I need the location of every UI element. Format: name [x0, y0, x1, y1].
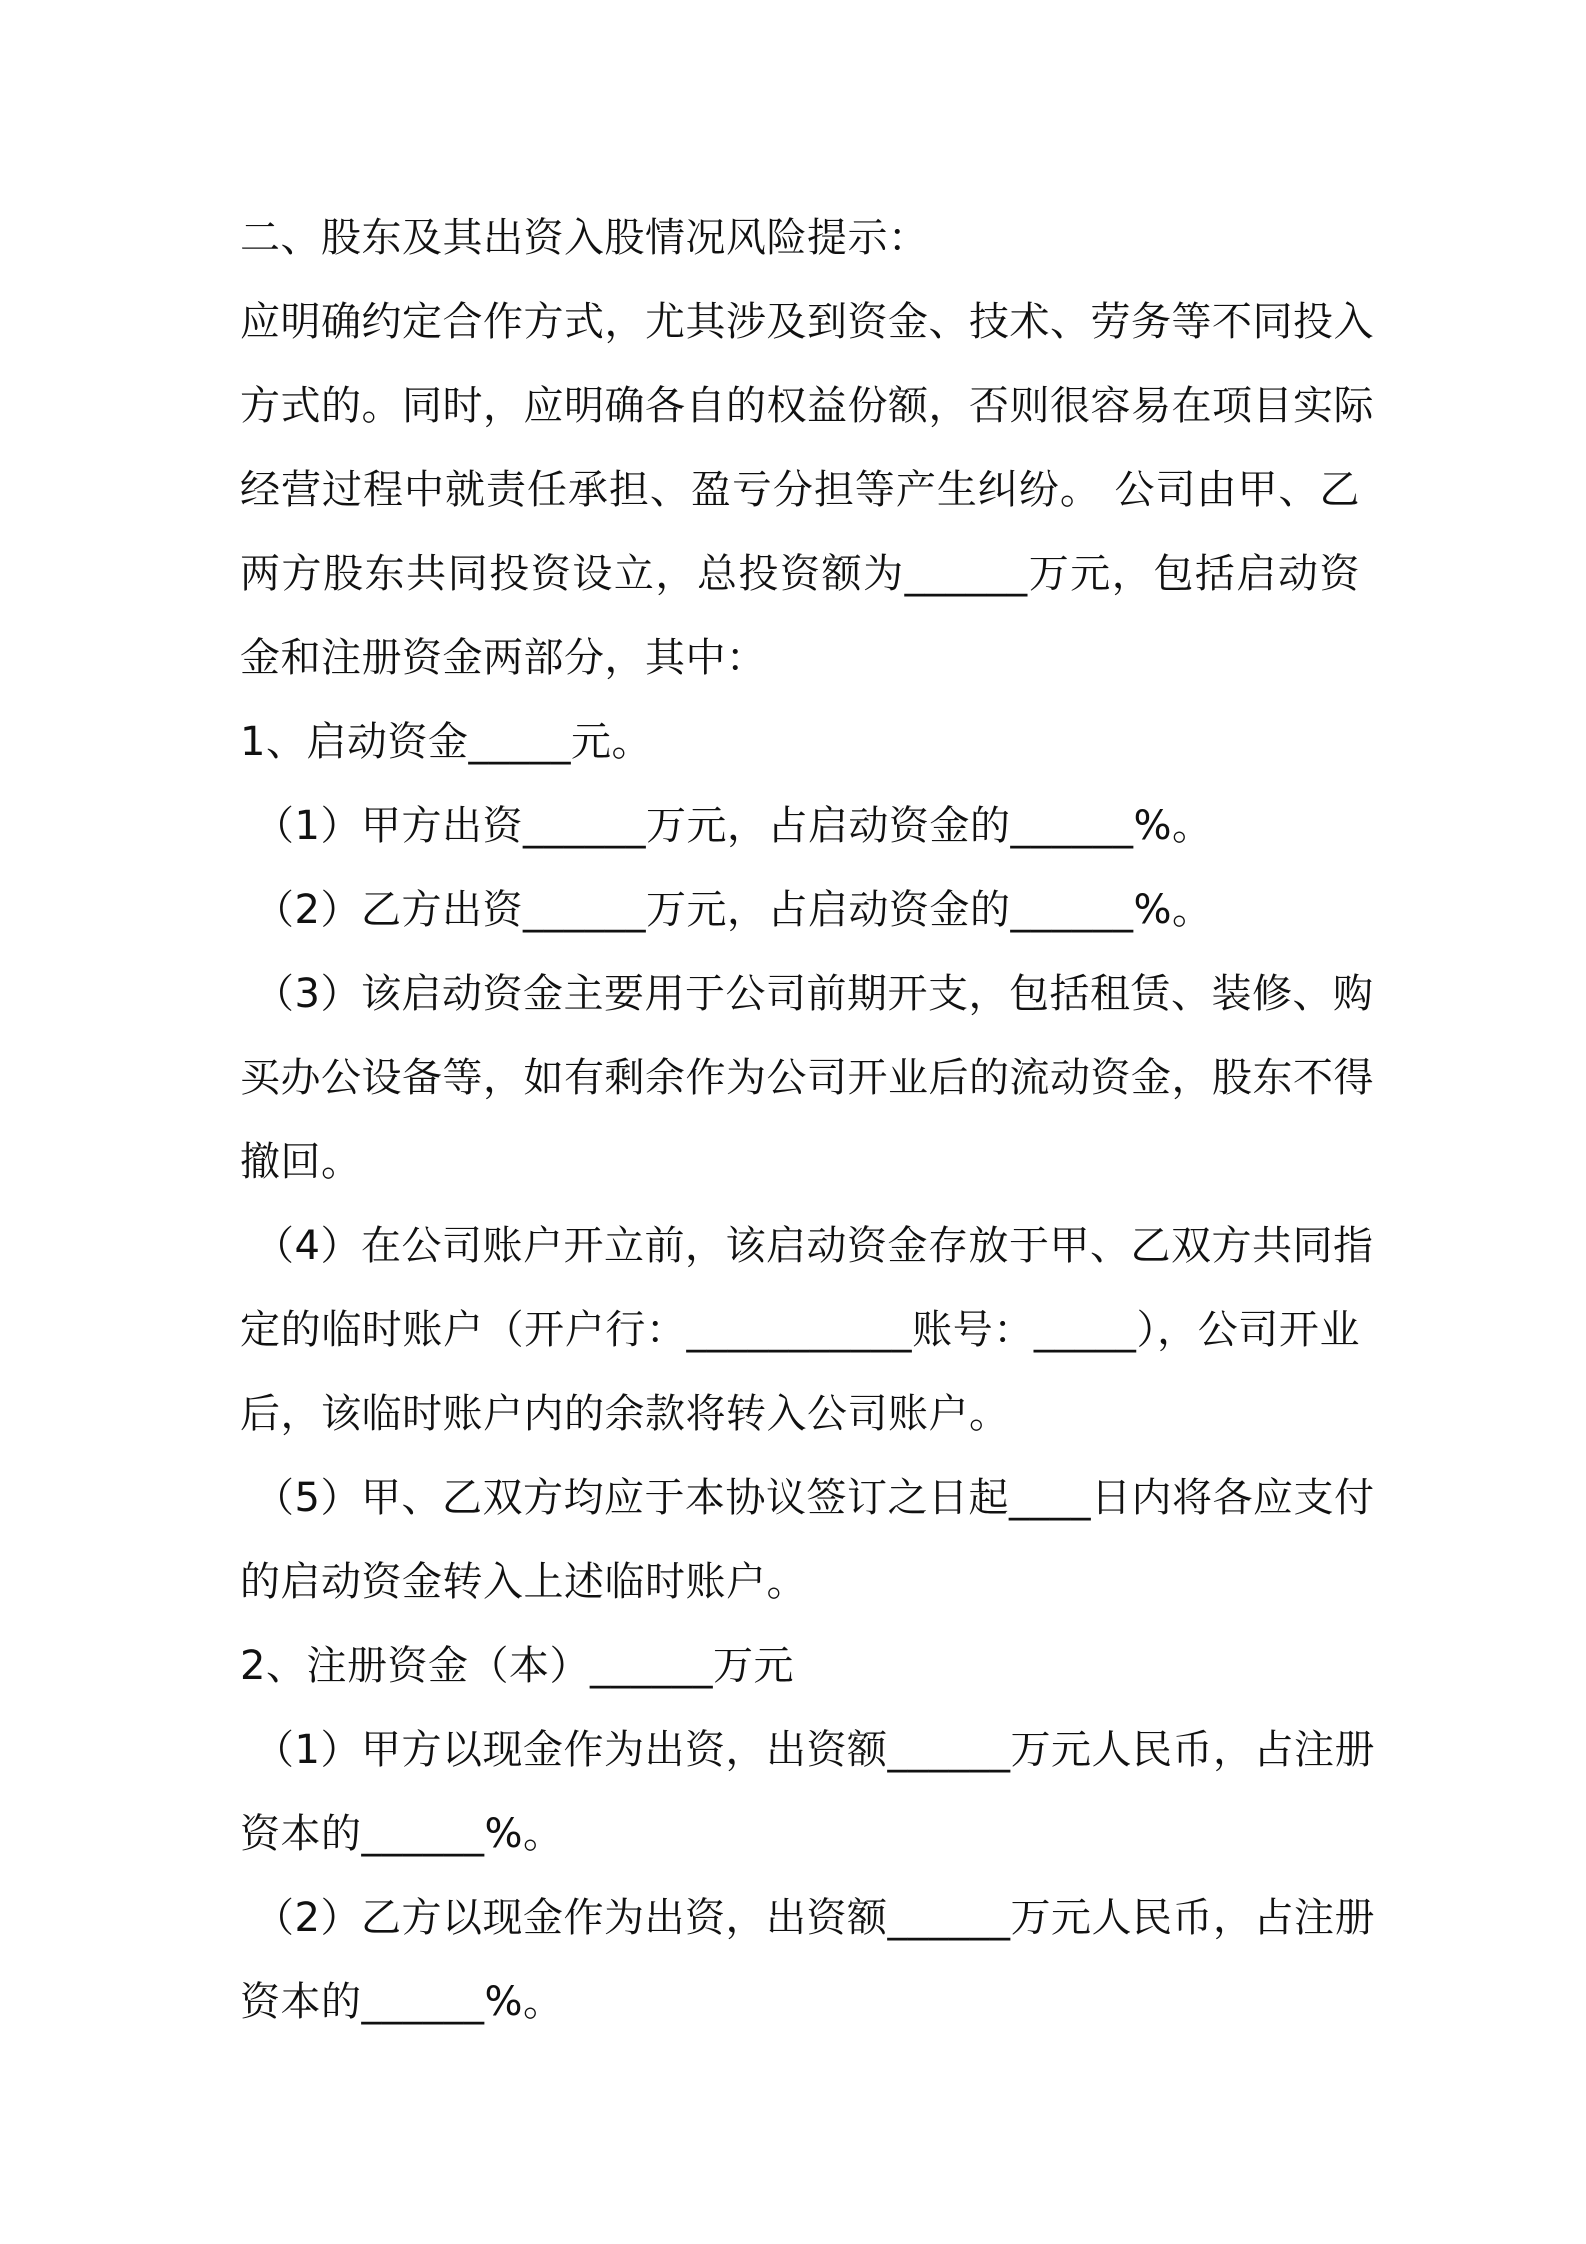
text-line: （1）甲方出资______万元，占启动资金的______%。: [254, 803, 1213, 849]
text-line: 资本的______%。: [240, 1979, 564, 2025]
text-line: 后，该临时账户内的余款将转入公司账户。: [240, 1391, 1010, 1437]
text-line: 1、启动资金_____元。: [240, 719, 652, 765]
text-line: 金和注册资金两部分，其中：: [240, 635, 767, 681]
text-line: 的启动资金转入上述临时账户。: [240, 1559, 807, 1605]
text-line: 2、注册资金（本）______万元: [240, 1643, 794, 1689]
text-line: （5）甲、乙双方均应于本协议签订之日起____日内将各应支付: [254, 1475, 1375, 1521]
text-line: 经营过程中就责任承担、盈亏分担等产生纠纷。 公司由甲、乙: [240, 467, 1360, 513]
section-title: 二、股东及其出资入股情况风险提示：: [240, 215, 929, 261]
text-line: 资本的______%。: [240, 1811, 564, 1857]
text-line: （2）乙方以现金作为出资，出资额______万元人民币，占注册: [254, 1895, 1375, 1941]
text-line: 应明确约定合作方式，尤其涉及到资金、技术、劳务等不同投入: [240, 299, 1374, 345]
text-line: 定的临时账户（开户行：___________账号：_____），公司开业: [240, 1307, 1360, 1353]
text-line: （1）甲方以现金作为出资，出资额______万元人民币，占注册: [254, 1727, 1375, 1773]
text-line: 买办公设备等，如有剩余作为公司开业后的流动资金，股东不得: [240, 1055, 1374, 1101]
text-line: （3）该启动资金主要用于公司前期开支，包括租赁、装修、购: [254, 971, 1374, 1017]
text-line: （4）在公司账户开立前，该启动资金存放于甲、乙双方共同指: [254, 1223, 1374, 1269]
text-line: （2）乙方出资______万元，占启动资金的______%。: [254, 887, 1213, 933]
text-line: 两方股东共同投资设立，总投资额为______万元，包括启动资: [240, 551, 1360, 597]
text-line: 方式的。同时，应明确各自的权益份额，否则很容易在项目实际: [240, 383, 1374, 429]
text-line: 撤回。: [240, 1139, 362, 1185]
document-body: [240, 196, 1375, 2044]
